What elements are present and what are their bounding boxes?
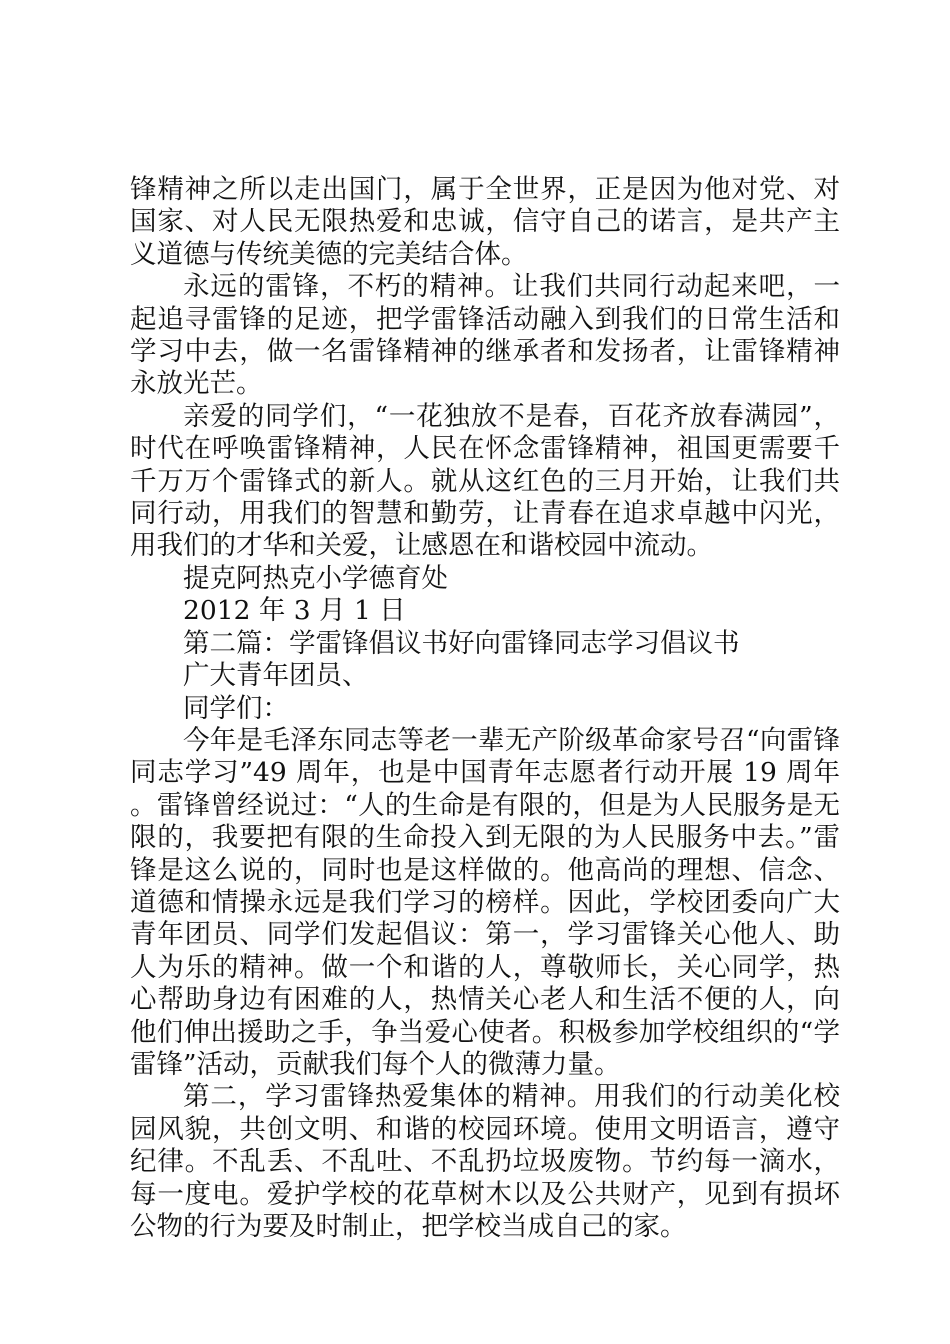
document-page (130, 174, 840, 1243)
salutation-youth: 广大青年团员、 (183, 660, 369, 692)
signature-date: 2012 年 3 月 1 日 (183, 595, 406, 627)
signature-school: 提克阿热克小学德育处 (183, 562, 448, 594)
section-heading: 第二篇：学雷锋倡议书好向雷锋同志学习倡议书 (183, 627, 740, 659)
paragraph-proposal-first: 今年是毛泽东同志等老一辈无产阶级革命家号召“向雷锋同志学习”49 周年，也是中国青年志愿者行动开展 19 周年。雷锋曾经说过：“人的生命是有限的，但是为人民服务是无限的，我要把有限的生命投入到无限的为人民服务中去。”雷锋是这么说的，同时也是这样做的。他高尚的理想、信念、道德和情操永远是我们学习的榜样。因此，学校团委向广大青年团员、同学们发起倡议：第一，学习雷锋关心他人、助人为乐的精神。做一个和谐的人，尊敬师长，关心同学，热心帮助身边有困难的人，热情关心老人和生活不便的人，向他们伸出援助之手，争当爱心使者。积极参加学校组织的“学雷锋”活动，贡献我们每个人的微薄力量。 (130, 724, 840, 1080)
paragraph-proposal-second: 第二，学习雷锋热爱集体的精神。用我们的行动美化校园风貌，共创文明、和谐的校园环境。使用文明语言，遵守纪律。不乱丢、不乱吐、不乱扔垃圾废物。节约每一滴水，每一度电。爱护学校的花草树木以及公共财产，见到有损坏公物的行为要及时制止，把学校当成自己的家。 (130, 1081, 840, 1242)
paragraph-eternal-leifeng: 永远的雷锋，不朽的精神。让我们共同行动起来吧，一起追寻雷锋的足迹，把学雷锋活动融入到我们的日常生活和学习中去，做一名雷锋精神的继承者和发扬者，让雷锋精神永放光芒。 (130, 271, 840, 400)
paragraph-dear-classmates: 亲爱的同学们，“一花独放不是春，百花齐放春满园”，时代在呼唤雷锋精神，人民在怀念雷锋精神，祖国更需要千千万万个雷锋式的新人。就从这红色的三月开始，让我们共同行动，用我们的智慧和勤劳，让青春在追求卓越中闪光，用我们的才华和关爱，让感恩在和谐校园中流动。 (130, 400, 840, 562)
salutation-students: 同学们： (183, 692, 289, 724)
paragraph-intro-continuation: 锋精神之所以走出国门，属于全世界，正是因为他对党、对国家、对人民无限热爱和忠诚，信守自己的诺言，是共产主义道德与传统美德的完美结合体。 (130, 174, 840, 270)
